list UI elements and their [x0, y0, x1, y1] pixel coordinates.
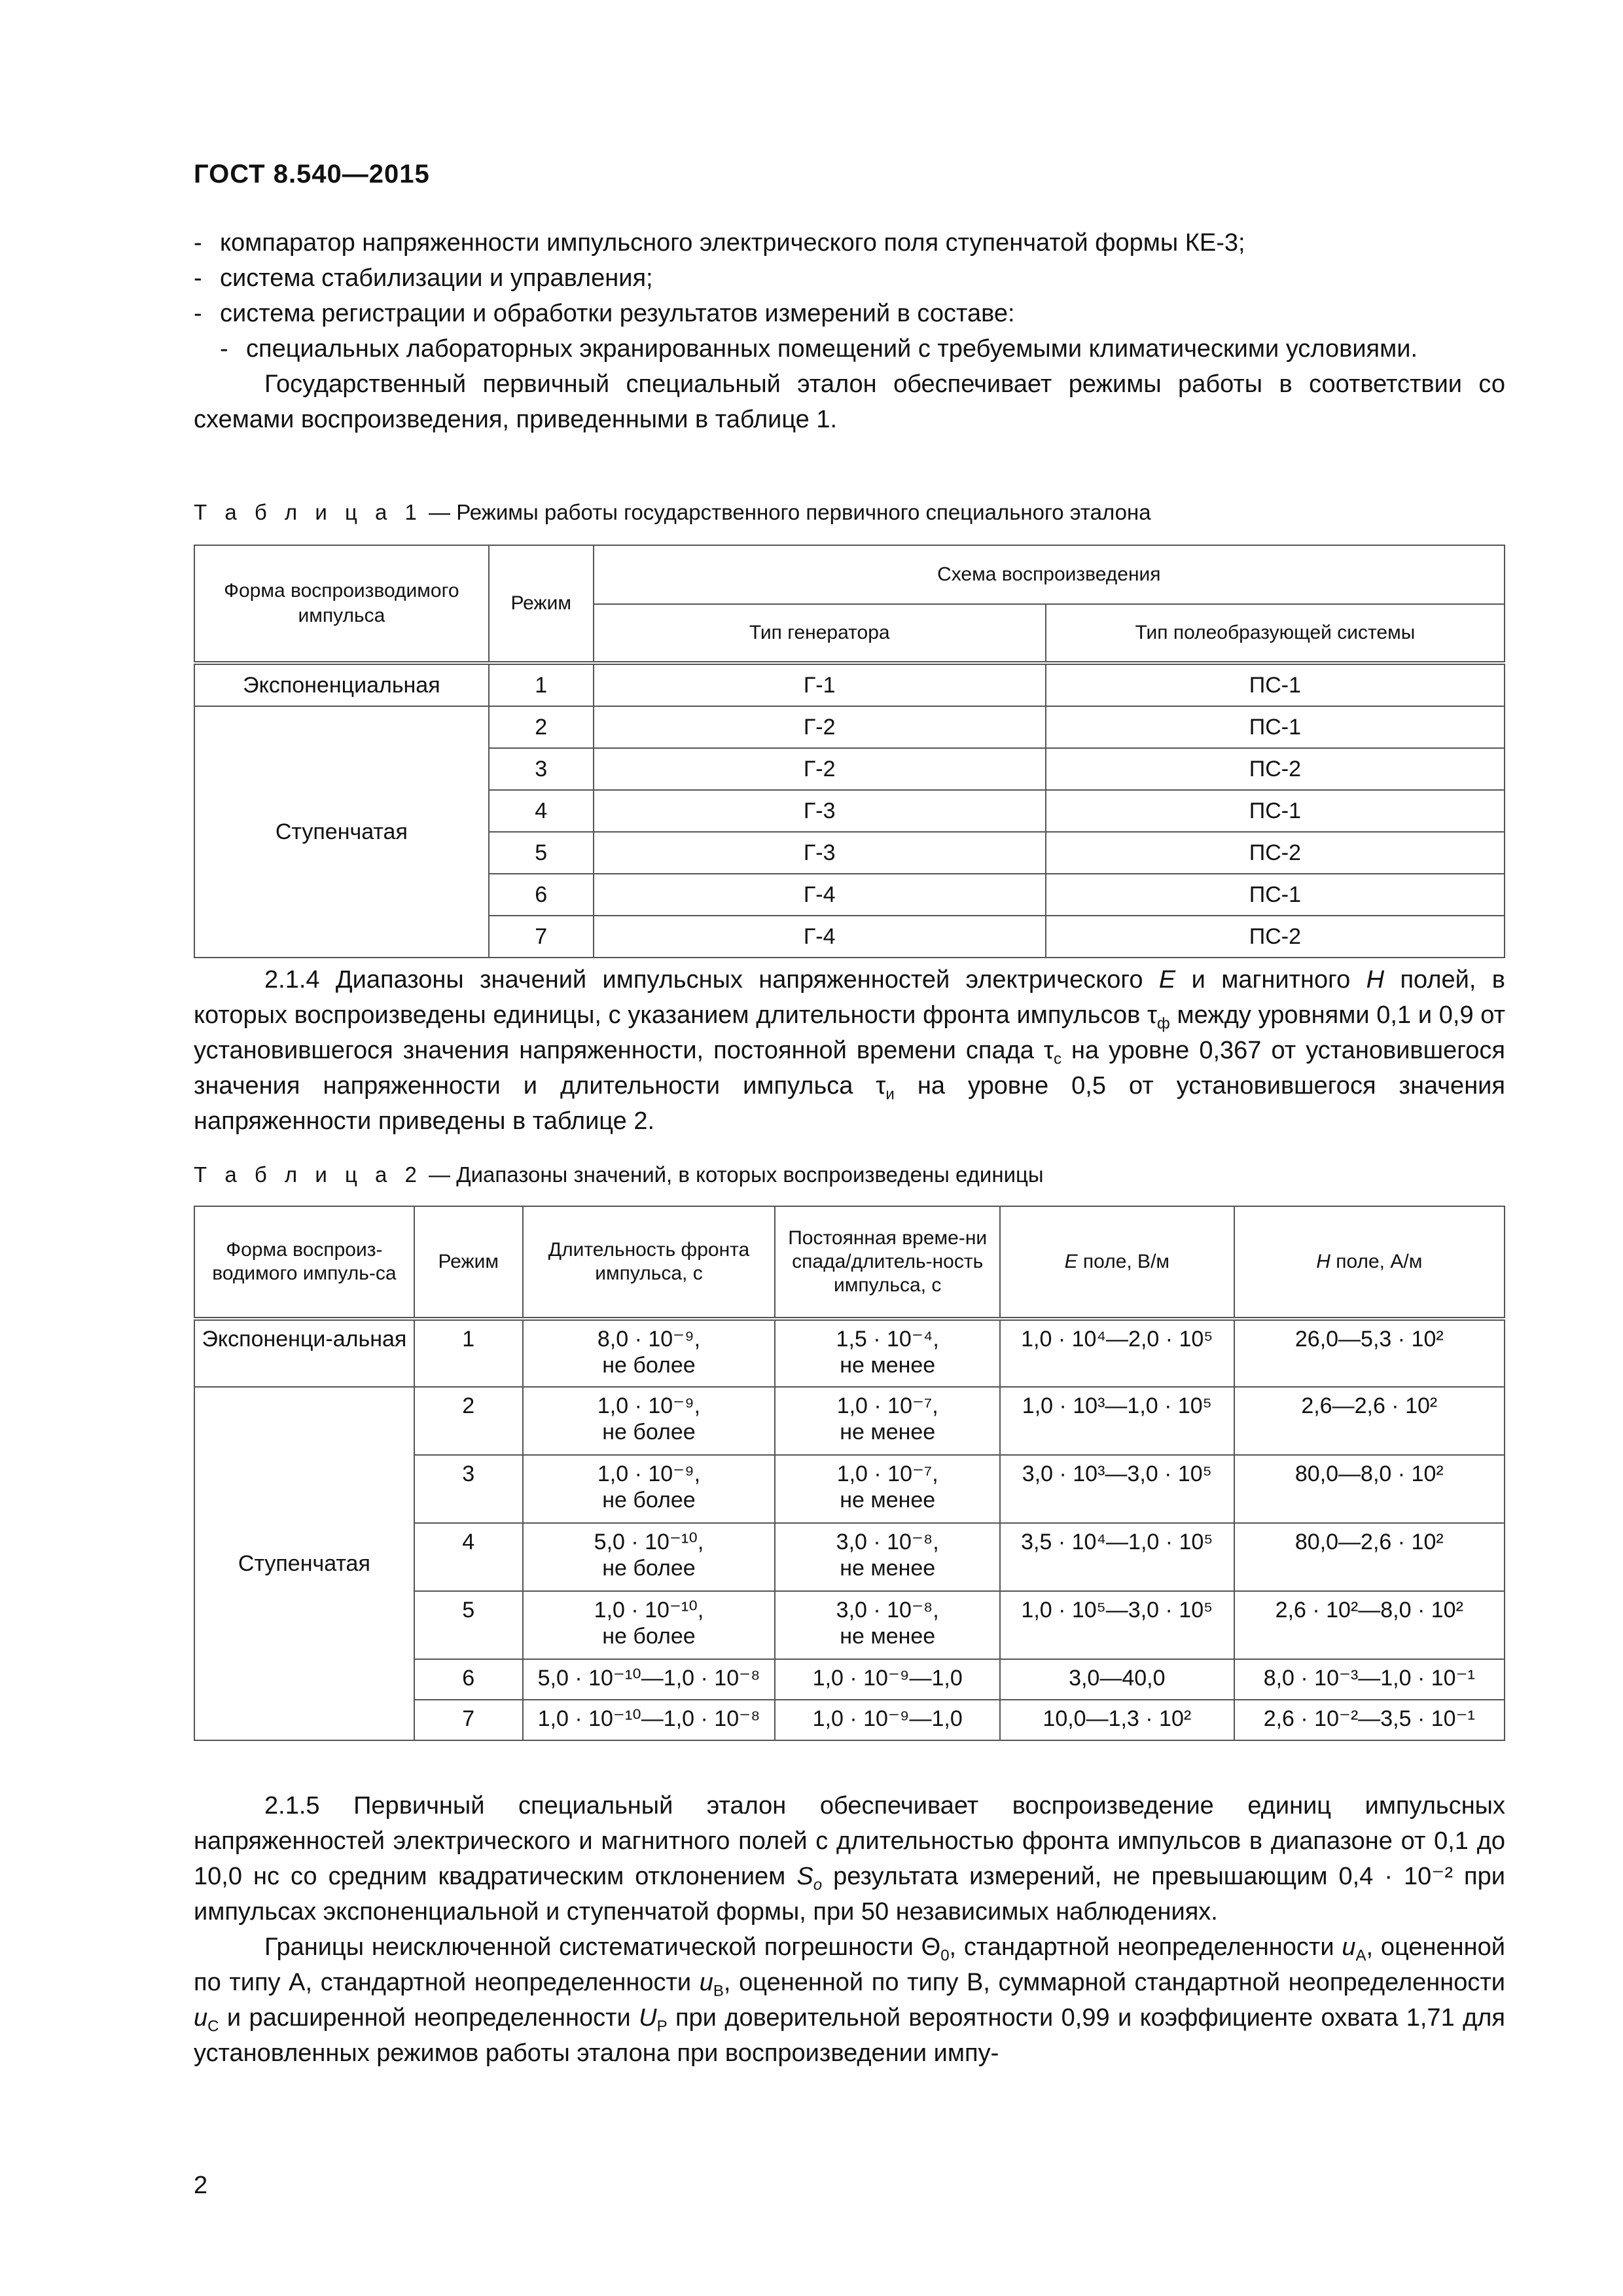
table-cell: 2,6 · 10²—8,0 · 10² — [1234, 1591, 1505, 1659]
table-cell: 2,6—2,6 · 10² — [1234, 1387, 1505, 1455]
table-cell: 6 — [489, 874, 594, 916]
table-cell: 5,0 · 10⁻¹⁰—1,0 · 10⁻⁸ — [523, 1659, 776, 1700]
document-header: ГОСТ 8.540—2015 — [194, 160, 430, 188]
table-cell: 1,0 · 10⁻¹⁰—1,0 · 10⁻⁸ — [523, 1700, 776, 1740]
table-cell: 2 — [414, 1387, 523, 1455]
table-cell: 1,0 · 10⁻⁹, не более — [523, 1387, 776, 1455]
table-cell: ПС-1 — [1046, 663, 1505, 706]
table-cell: Экспоненци-альная — [194, 1319, 414, 1387]
table-cell: 3,0 · 10⁻⁸, не менее — [775, 1523, 1000, 1591]
table2-header-e-field: E поле, В/м — [1000, 1206, 1234, 1319]
list-item: - система регистрации и обработки результатов измерений в составе: — [194, 300, 1015, 327]
table-cell: 4 — [414, 1523, 523, 1591]
table-row — [194, 663, 1505, 706]
table-cell: 5,0 · 10⁻¹⁰, не более — [523, 1523, 776, 1591]
table-cell: Ступенчатая — [194, 1387, 414, 1740]
table-cell: Экспоненциальная — [194, 663, 489, 706]
table-cell: 1 — [489, 663, 594, 706]
table1-header-generator: Тип генератора — [594, 604, 1046, 663]
paragraph-2-1-5: 2.1.5 Первичный специальный эталон обеспечивает воспроизведение единиц импульсных напряженностей электрического и магнитного полей с длительностью фронта импульсов в диапазоне от 0,1 до 10,0 нс со средним квадратическим отклонением $S_o$ результата измерений, не превышающим 0,4 · 10⁻² при импульсах экспоненциальной и ступенчатой формы, при 50 независимых наблюдениях. — [194, 1792, 1505, 1926]
table2-header-mode: Режим — [414, 1206, 523, 1319]
table-cell: 7 — [414, 1700, 523, 1740]
table1-modes — [194, 545, 1505, 958]
table-cell: Г-2 — [594, 748, 1046, 790]
table-cell: 3 — [489, 748, 594, 790]
table2-header-decay: Постоянная време-ни спада/длитель-ность импульса, с — [775, 1206, 1000, 1319]
table1-header-form: Форма воспроизводимого импульса — [194, 545, 489, 663]
table-cell: ПС-2 — [1046, 832, 1505, 874]
table-cell: 1,0 · 10⁻⁷, не менее — [775, 1455, 1000, 1523]
table-cell: ПС-1 — [1046, 874, 1505, 916]
table2-caption: Т а б л и ц а 2 — Диапазоны значений, в которых воспроизведены единицы — [194, 1162, 1044, 1187]
table-cell: 5 — [489, 832, 594, 874]
table-cell: 2 — [489, 706, 594, 748]
table2-header-form: Форма воспроиз-водимого импуль-са — [194, 1206, 414, 1319]
table2-header-front: Длительность фронта импульса, с — [523, 1206, 776, 1319]
paragraph-uncertainty: Границы неисключенной систематической погрешности $\Theta_0$, стандартной неопределенности $u_A$, оцененной по типу A, стандартной неопределенности $u_B$, оцененной по типу B, суммарной стандартной неопределенности $u_C$ и расширенной неопределенности $U_P$ при доверительной вероятности 0,99 и коэффициенте охвата 1,71 для установленных режимов работы эталона при воспроизведении импу- — [194, 1933, 1505, 2067]
table-cell: 8,0 · 10⁻³—1,0 · 10⁻¹ — [1234, 1659, 1505, 1700]
table-cell: Г-4 — [594, 916, 1046, 958]
paragraph-modes: Государственный первичный специальный эталон обеспечивает режимы работы в соответствии со схемами воспроизведения, приведенными в таблице 1. — [194, 370, 1505, 433]
paragraph-2-1-4: 2.1.4 Диапазоны значений импульсных напряженностей электрического E и магнитного H полей, в которых воспроизведены единицы, с указанием длительности фронта импульсов $\tau_ф$ между уровнями 0,1 и 0,9 от установившегося значения напряженности, постоянной времени спада $\tau_c$ на уровне 0,367 от установившегося значения напряженности и длительности импульса $\tau_и$ на уровне 0,5 от установившегося значения напряженности приведены в таблице 2. — [194, 966, 1505, 1135]
table-cell: 10,0—1,3 · 10² — [1000, 1700, 1234, 1740]
table-cell: 2,6 · 10⁻²—3,5 · 10⁻¹ — [1234, 1700, 1505, 1740]
table-cell: 8,0 · 10⁻⁹, не более — [523, 1319, 776, 1387]
table2-ranges — [194, 1206, 1505, 1741]
table-row — [194, 1387, 1505, 1455]
table-cell: Г-1 — [594, 663, 1046, 706]
table-cell: ПС-2 — [1046, 748, 1505, 790]
table2-header-h-field: H поле, А/м — [1234, 1206, 1505, 1319]
table-cell: 80,0—8,0 · 10² — [1234, 1455, 1505, 1523]
table-cell: 1,0 · 10⁴—2,0 · 10⁵ — [1000, 1319, 1234, 1387]
table-cell: 1,0 · 10⁻⁹—1,0 — [775, 1700, 1000, 1740]
table-cell: 3,5 · 10⁴—1,0 · 10⁵ — [1000, 1523, 1234, 1591]
table-cell: Ступенчатая — [194, 706, 489, 958]
table-cell: 26,0—5,3 · 10² — [1234, 1319, 1505, 1387]
table-row — [194, 1319, 1505, 1387]
table1-caption: Т а б л и ц а 1 — Режимы работы государственного первичного специального эталона — [194, 500, 1151, 524]
table1-header-mode: Режим — [489, 545, 594, 663]
table-cell: 4 — [489, 790, 594, 832]
table-cell: 1,0 · 10⁻⁷, не менее — [775, 1387, 1000, 1455]
table1-header-system: Тип полеобразующей системы — [1046, 604, 1505, 663]
table-cell: ПС-2 — [1046, 916, 1505, 958]
table-cell: ПС-1 — [1046, 790, 1505, 832]
table-cell: 1 — [414, 1319, 523, 1387]
table-cell: 3,0 · 10⁻⁸, не менее — [775, 1591, 1000, 1659]
table-cell: 80,0—2,6 · 10² — [1234, 1523, 1505, 1591]
table-cell: 3 — [414, 1455, 523, 1523]
table-cell: 1,5 · 10⁻⁴, не менее — [775, 1319, 1000, 1387]
table-cell: Г-4 — [594, 874, 1046, 916]
equipment-list — [194, 225, 1505, 437]
table-cell: 6 — [414, 1659, 523, 1700]
table-cell: 7 — [489, 916, 594, 958]
table-cell: 5 — [414, 1591, 523, 1659]
table-cell: 1,0 · 10⁻¹⁰, не более — [523, 1591, 776, 1659]
page-number: 2 — [194, 2172, 208, 2199]
table-cell: Г-2 — [594, 706, 1046, 748]
table-cell: ПС-1 — [1046, 706, 1505, 748]
table-cell: Г-3 — [594, 832, 1046, 874]
table-cell: 1,0 · 10⁻⁹—1,0 — [775, 1659, 1000, 1700]
list-subitem: - специальных лабораторных экранированных помещений с требуемыми климатическими условиями. — [220, 335, 1418, 363]
table-row — [194, 706, 1505, 748]
table-cell: 3,0 · 10³—3,0 · 10⁵ — [1000, 1455, 1234, 1523]
list-item: - компаратор напряженности импульсного электрического поля ступенчатой формы КЕ-3; — [194, 229, 1245, 257]
table-cell: 1,0 · 10⁻⁹, не более — [523, 1455, 776, 1523]
table-cell: 1,0 · 10⁵—3,0 · 10⁵ — [1000, 1591, 1234, 1659]
table1-header-scheme: Схема воспроизведения — [594, 545, 1505, 604]
list-item: - система стабилизации и управления; — [194, 264, 653, 292]
table-cell: 3,0—40,0 — [1000, 1659, 1234, 1700]
table-cell: 1,0 · 10³—1,0 · 10⁵ — [1000, 1387, 1234, 1455]
table-cell: Г-3 — [594, 790, 1046, 832]
